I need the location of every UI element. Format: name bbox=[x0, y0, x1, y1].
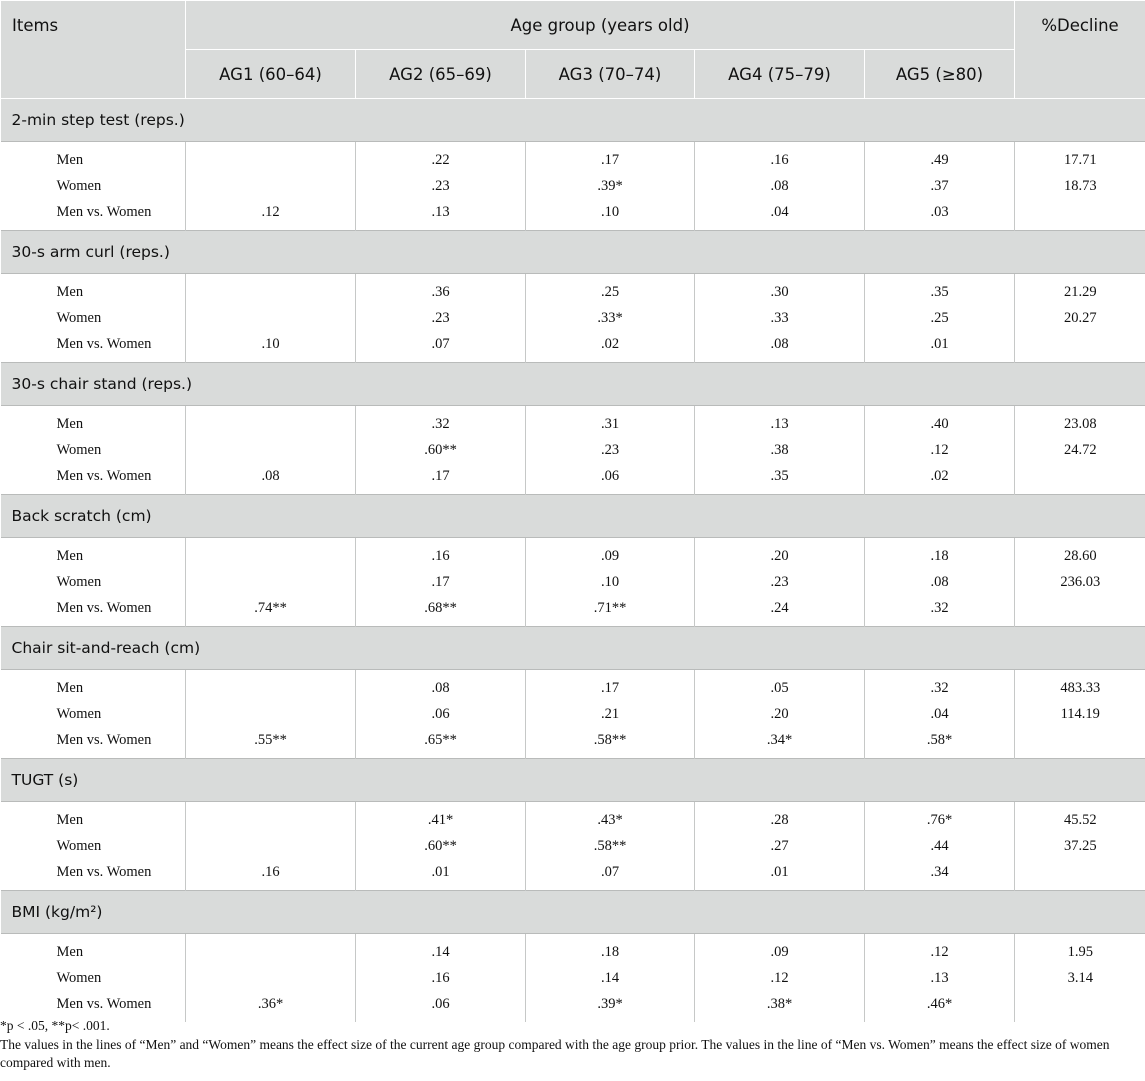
value: .08 bbox=[770, 336, 789, 352]
value: .12 bbox=[930, 442, 949, 458]
value: .31 bbox=[600, 416, 620, 432]
value: .68** bbox=[424, 600, 457, 616]
value: .17 bbox=[431, 468, 450, 484]
value: .16 bbox=[261, 864, 280, 880]
value bbox=[186, 807, 355, 833]
ag2-cell bbox=[356, 274, 526, 363]
value: .06 bbox=[431, 996, 450, 1012]
ag5-cell bbox=[865, 670, 1015, 759]
value: .60** bbox=[424, 838, 457, 854]
value: .16 bbox=[770, 152, 789, 168]
value bbox=[186, 279, 355, 305]
ag5-cell bbox=[865, 934, 1015, 1023]
value bbox=[1015, 859, 1145, 885]
ag1-cell bbox=[186, 670, 356, 759]
ag1-cell bbox=[186, 802, 356, 891]
value: .32 bbox=[930, 680, 949, 696]
row-label: Women bbox=[56, 706, 102, 722]
ag5-cell bbox=[865, 406, 1015, 495]
value: .01 bbox=[431, 864, 450, 880]
row-label: Men bbox=[56, 812, 84, 828]
table-row bbox=[1, 142, 1145, 231]
header-age-group: Age group (years old) bbox=[186, 1, 1015, 50]
decline-cell bbox=[1015, 142, 1145, 231]
table-row bbox=[1, 274, 1145, 363]
ag5-cell bbox=[865, 142, 1015, 231]
value: .18 bbox=[930, 548, 949, 564]
value: .32 bbox=[930, 600, 949, 616]
row-label: Men bbox=[56, 152, 84, 168]
value: .76* bbox=[926, 812, 953, 828]
value: .34* bbox=[766, 732, 793, 748]
row-labels-cell bbox=[1, 274, 186, 363]
section-header-row bbox=[1, 627, 1145, 670]
value: .74** bbox=[254, 600, 287, 616]
value: .17 bbox=[600, 152, 620, 168]
value: 21.29 bbox=[1063, 284, 1097, 300]
table-row bbox=[1, 538, 1145, 627]
value: .14 bbox=[431, 944, 450, 960]
value: .10 bbox=[600, 204, 620, 220]
value: .55** bbox=[254, 732, 287, 748]
value: .23 bbox=[600, 442, 620, 458]
ag3-cell bbox=[526, 802, 695, 891]
significance-note: *p < .05, **p< .001. bbox=[0, 1018, 110, 1033]
value: .17 bbox=[431, 574, 450, 590]
value: .04 bbox=[930, 706, 949, 722]
row-label: Men vs. Women bbox=[56, 996, 152, 1012]
value: 17.71 bbox=[1063, 152, 1097, 168]
value: .13 bbox=[770, 416, 789, 432]
ag4-cell bbox=[695, 406, 865, 495]
section-title: TUGT (s) bbox=[1, 759, 1145, 802]
value: .03 bbox=[930, 204, 949, 220]
value: .14 bbox=[600, 970, 620, 986]
ag4-cell bbox=[695, 274, 865, 363]
value: .08 bbox=[930, 574, 949, 590]
value: .25 bbox=[930, 310, 949, 326]
table-row bbox=[1, 670, 1145, 759]
value: .32 bbox=[431, 416, 450, 432]
value: .12 bbox=[930, 944, 949, 960]
ag4-cell bbox=[695, 142, 865, 231]
value: .08 bbox=[261, 468, 280, 484]
value bbox=[186, 701, 355, 727]
ag4-cell bbox=[695, 538, 865, 627]
value: .60** bbox=[424, 442, 457, 458]
row-labels-cell bbox=[1, 670, 186, 759]
value: 28.60 bbox=[1063, 548, 1097, 564]
table-body bbox=[1, 99, 1145, 1023]
value: 24.72 bbox=[1063, 442, 1097, 458]
value: .38 bbox=[770, 442, 789, 458]
value: 18.73 bbox=[1063, 178, 1097, 194]
value: .23 bbox=[770, 574, 789, 590]
value: .13 bbox=[431, 204, 450, 220]
row-labels-cell bbox=[1, 802, 186, 891]
ag2-cell bbox=[356, 406, 526, 495]
value: .39* bbox=[597, 996, 623, 1012]
value: .08 bbox=[770, 178, 789, 194]
row-label: Women bbox=[56, 970, 102, 986]
value: 1.95 bbox=[1067, 944, 1093, 960]
value: .18 bbox=[600, 944, 620, 960]
ag3-cell bbox=[526, 274, 695, 363]
row-label: Women bbox=[56, 310, 102, 326]
value: .58* bbox=[926, 732, 953, 748]
value: 114.19 bbox=[1060, 706, 1100, 722]
value: .37 bbox=[930, 178, 949, 194]
ag3-cell bbox=[526, 538, 695, 627]
value: .71** bbox=[593, 600, 627, 616]
value bbox=[1015, 595, 1145, 621]
decline-cell bbox=[1015, 274, 1145, 363]
value: .49 bbox=[930, 152, 949, 168]
section-title: BMI (kg/m²) bbox=[1, 891, 1145, 934]
value: .07 bbox=[431, 336, 450, 352]
value: .06 bbox=[600, 468, 620, 484]
row-label: Men bbox=[56, 680, 84, 696]
ag2-cell bbox=[356, 934, 526, 1023]
value: 236.03 bbox=[1060, 574, 1101, 590]
header-ag2: AG2 (65–69) bbox=[356, 50, 526, 99]
value: .16 bbox=[431, 548, 450, 564]
section-header-row bbox=[1, 495, 1145, 538]
decline-cell bbox=[1015, 538, 1145, 627]
value: .33 bbox=[770, 310, 789, 326]
section-title: Chair sit-and-reach (cm) bbox=[1, 627, 1145, 670]
explanation-note: The values in the lines of “Men” and “Women” means the effect size of the current age group compared with the age group prior. The values in the line of “Men vs. Women” means the effect size of women compared with men. bbox=[0, 1036, 1110, 1070]
value bbox=[1015, 331, 1145, 357]
row-label: Men vs. Women bbox=[56, 864, 152, 880]
value: .02 bbox=[600, 336, 620, 352]
ag2-cell bbox=[356, 802, 526, 891]
section-header-row bbox=[1, 891, 1145, 934]
header-ag4: AG4 (75–79) bbox=[695, 50, 865, 99]
value: .33* bbox=[597, 310, 623, 326]
value bbox=[186, 411, 355, 437]
ag1-cell bbox=[186, 406, 356, 495]
header-ag3: AG3 (70–74) bbox=[526, 50, 695, 99]
header-ag1: AG1 (60–64) bbox=[186, 50, 356, 99]
row-label: Men bbox=[56, 284, 84, 300]
value bbox=[186, 543, 355, 569]
row-label: Men bbox=[56, 548, 84, 564]
value: .07 bbox=[600, 864, 620, 880]
row-labels-cell bbox=[1, 142, 186, 231]
value: 3.14 bbox=[1067, 970, 1093, 986]
header-items: Items bbox=[1, 1, 186, 99]
value: .25 bbox=[600, 284, 620, 300]
value: .20 bbox=[770, 706, 789, 722]
value: .12 bbox=[261, 204, 280, 220]
value: .09 bbox=[600, 548, 620, 564]
value: 45.52 bbox=[1063, 812, 1097, 828]
value: .43* bbox=[597, 812, 623, 828]
ag1-cell bbox=[186, 934, 356, 1023]
value bbox=[186, 833, 355, 859]
value: .21 bbox=[600, 706, 620, 722]
row-labels-cell bbox=[1, 934, 186, 1023]
value: .40 bbox=[930, 416, 949, 432]
value: .01 bbox=[930, 336, 949, 352]
section-title: 30-s arm curl (reps.) bbox=[1, 231, 1145, 274]
value: .13 bbox=[930, 970, 949, 986]
value: .38* bbox=[766, 996, 793, 1012]
row-label: Men vs. Women bbox=[56, 600, 152, 616]
ag1-cell bbox=[186, 274, 356, 363]
value: .12 bbox=[770, 970, 789, 986]
value: 483.33 bbox=[1060, 680, 1101, 696]
value: .24 bbox=[770, 600, 789, 616]
row-label: Men vs. Women bbox=[56, 204, 152, 220]
value: .41* bbox=[427, 812, 454, 828]
ag1-cell bbox=[186, 142, 356, 231]
section-header-row bbox=[1, 759, 1145, 802]
section-title: 2-min step test (reps.) bbox=[1, 99, 1145, 142]
section-header-row bbox=[1, 231, 1145, 274]
value: .10 bbox=[261, 336, 280, 352]
value: .16 bbox=[431, 970, 450, 986]
ag3-cell bbox=[526, 934, 695, 1023]
value: .58** bbox=[593, 732, 627, 748]
row-labels-cell bbox=[1, 406, 186, 495]
value: .58** bbox=[593, 838, 627, 854]
ag2-cell bbox=[356, 142, 526, 231]
decline-cell bbox=[1015, 670, 1145, 759]
value bbox=[1015, 463, 1145, 489]
value: .36* bbox=[257, 996, 284, 1012]
ag5-cell bbox=[865, 274, 1015, 363]
value: .46* bbox=[926, 996, 953, 1012]
value bbox=[186, 965, 355, 991]
section-header-row bbox=[1, 363, 1145, 406]
section-title: 30-s chair stand (reps.) bbox=[1, 363, 1145, 406]
row-label: Men vs. Women bbox=[56, 468, 152, 484]
value: .30 bbox=[770, 284, 789, 300]
table-row bbox=[1, 934, 1145, 1023]
table-notes bbox=[0, 1017, 1140, 1073]
value: .23 bbox=[431, 178, 450, 194]
row-label: Men bbox=[56, 416, 84, 432]
value bbox=[186, 939, 355, 965]
row-label: Men vs. Women bbox=[56, 336, 152, 352]
ag3-cell bbox=[526, 670, 695, 759]
value bbox=[186, 675, 355, 701]
section-title: Back scratch (cm) bbox=[1, 495, 1145, 538]
header-decline: %Decline bbox=[1015, 1, 1145, 99]
value: .06 bbox=[431, 706, 450, 722]
row-label: Women bbox=[56, 442, 102, 458]
ag2-cell bbox=[356, 538, 526, 627]
value: .44 bbox=[930, 838, 949, 854]
value: .34 bbox=[930, 864, 949, 880]
value: .05 bbox=[770, 680, 789, 696]
decline-cell bbox=[1015, 802, 1145, 891]
ag5-cell bbox=[865, 538, 1015, 627]
value bbox=[1015, 199, 1145, 225]
value: .04 bbox=[770, 204, 789, 220]
value bbox=[186, 173, 355, 199]
section-header-row bbox=[1, 99, 1145, 142]
value: .35 bbox=[770, 468, 789, 484]
value bbox=[186, 147, 355, 173]
row-label: Women bbox=[56, 838, 102, 854]
ag2-cell bbox=[356, 670, 526, 759]
ag4-cell bbox=[695, 802, 865, 891]
value: .17 bbox=[600, 680, 620, 696]
row-label: Men bbox=[56, 944, 84, 960]
value: .35 bbox=[930, 284, 949, 300]
ag5-cell bbox=[865, 802, 1015, 891]
value: 20.27 bbox=[1063, 310, 1097, 326]
decline-cell bbox=[1015, 406, 1145, 495]
value bbox=[1015, 727, 1145, 753]
value: .09 bbox=[770, 944, 789, 960]
value: .08 bbox=[431, 680, 450, 696]
value: .36 bbox=[431, 284, 450, 300]
value: .28 bbox=[770, 812, 789, 828]
row-label: Women bbox=[56, 574, 102, 590]
value: .27 bbox=[770, 838, 789, 854]
value bbox=[186, 437, 355, 463]
ag4-cell bbox=[695, 670, 865, 759]
value bbox=[186, 305, 355, 331]
value: .39* bbox=[597, 178, 623, 194]
ag3-cell bbox=[526, 406, 695, 495]
value: .20 bbox=[770, 548, 789, 564]
row-label: Women bbox=[56, 178, 102, 194]
value: 37.25 bbox=[1063, 838, 1097, 854]
decline-cell bbox=[1015, 934, 1145, 1023]
value bbox=[186, 569, 355, 595]
ag3-cell bbox=[526, 142, 695, 231]
row-label: Men vs. Women bbox=[56, 732, 152, 748]
table-row bbox=[1, 802, 1145, 891]
value: 23.08 bbox=[1063, 416, 1097, 432]
value: .02 bbox=[930, 468, 949, 484]
ag4-cell bbox=[695, 934, 865, 1023]
value: .01 bbox=[770, 864, 789, 880]
value: .65** bbox=[424, 732, 457, 748]
value: .23 bbox=[431, 310, 450, 326]
value: .10 bbox=[600, 574, 620, 590]
row-labels-cell bbox=[1, 538, 186, 627]
header-ag5: AG5 (≥80) bbox=[865, 50, 1015, 99]
table-row bbox=[1, 406, 1145, 495]
value bbox=[1015, 991, 1145, 1017]
value: .22 bbox=[431, 152, 450, 168]
ag1-cell bbox=[186, 538, 356, 627]
